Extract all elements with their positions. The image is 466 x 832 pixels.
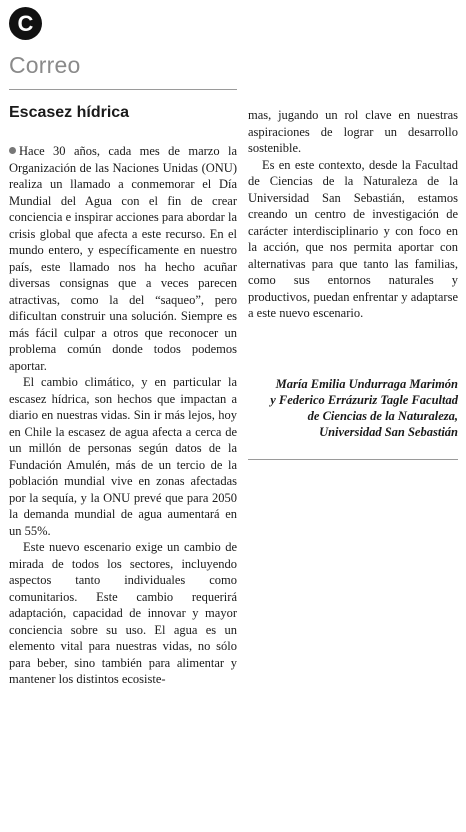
letter-signature (248, 376, 458, 440)
letter-headline: Escasez hídrica (9, 104, 130, 121)
paragraph (9, 143, 237, 374)
signature-line: de Ciencias de la Naturaleza, (307, 409, 458, 423)
signature-line: María Emilia Undurraga Marimón (275, 377, 458, 391)
paragraph: El cambio climático, y en particular la escasez hídrica, son hechos que impactan a diario en nuestras vidas. Sin ir más lejos, hoy en Chile la escasez de agua afecta a cerca de un millón de personas según datos de la Fundación Amulén, más de un tercio de la población mundial vive en zonas afectadas por la sequía, y la ONU prevé que para 2050 la demanda mundial de agua aumentará en un 55%. (9, 375, 237, 538)
letter-column-left (9, 143, 237, 688)
section-badge: C (9, 7, 42, 40)
section-title: Correo (9, 52, 81, 78)
letter-column-right (248, 107, 458, 322)
signature-line: Universidad San Sebastián (319, 425, 458, 439)
paragraph: Es en este contexto, desde la Facultad de Ciencias de la Naturaleza de la Universidad San Sebastián, estamos creando un centro de investigación de carácter interdisciplinario y con foco en la acción, que nos permita aportar con alternativas para que tanto las familias, como sus entornos naturales y productivos, puedan enfrentar y adaptarse a este nuevo escenario. (248, 157, 458, 320)
bullet-icon (9, 147, 16, 154)
divider (248, 459, 458, 460)
signature-line: y Federico Errázuriz Tagle Facultad (270, 393, 458, 407)
paragraph-text: Hace 30 años, cada mes de marzo la Organización de las Naciones Unidas (ONU) realiza un llamado a conmemorar el Día Mundial del Agua con el fin de crear conciencia e inspirar acciones para abordar la crisis global que afecta a este recurso. En el mundo entero, y específicamente en nuestro país, este llamado nos ha hecho acuñar diversas consignas que a veces parecen atractivas, como la del “saqueo”, pero dificultan construir una solución. Siempre es más fácil culpar a otros que reconocer un problema común donde todos podemos aportar. (9, 144, 237, 373)
paragraph: Este nuevo escenario exige un cambio de mirada de todos los sectores, incluyendo aspectos tanto individuales como comunitarios. Este cambio requerirá adaptación, capacidad de innovar y mayor conciencia sobre su uso. El agua es un elemento vital para nuestras vidas, no sólo para beber, sino también para alimentar y mantener los distintos ecosiste- (9, 540, 237, 686)
divider (9, 89, 237, 90)
paragraph: mas, jugando un rol clave en nuestras aspiraciones de lograr un desarrollo sostenible. (248, 108, 458, 155)
